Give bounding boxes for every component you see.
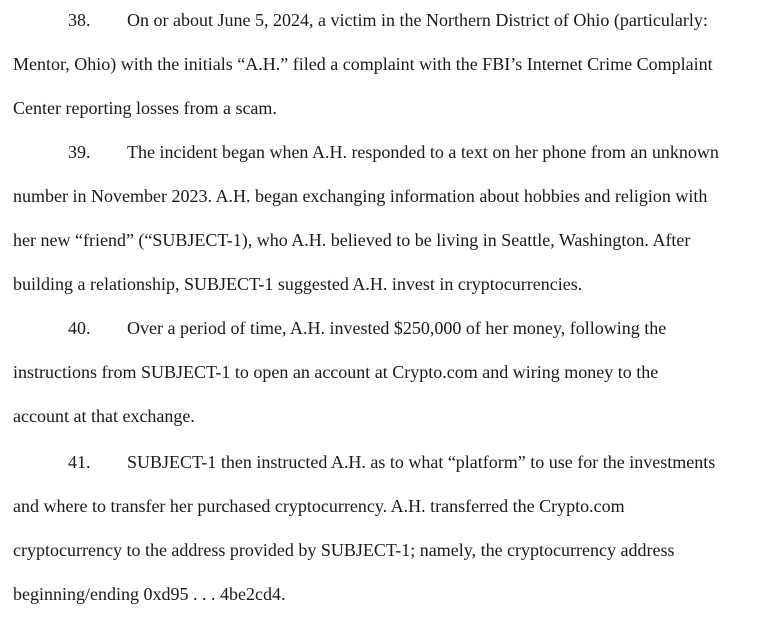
paragraph-number: 38.	[68, 10, 91, 30]
paragraph-number: 40.	[68, 318, 91, 338]
paragraph-line: SUBJECT-1 then instructed A.H. as to what “platform” to use for the investments	[127, 452, 716, 472]
paragraph-line: instructions from SUBJECT-1 to open an account at Crypto.com and wiring money to the	[13, 362, 659, 382]
paragraph-line: cryptocurrency to the address provided by SUBJECT-1; namely, the cryptocurrency address	[13, 540, 675, 560]
paragraph-number: 41.	[68, 452, 91, 472]
paragraph-line: Mentor, Ohio) with the initials “A.H.” filed a complaint with the FBI’s Internet Crime Complaint	[13, 54, 713, 74]
paragraph-line: On or about June 5, 2024, a victim in the Northern District of Ohio (particularly:	[127, 10, 708, 30]
paragraph-number: 39.	[68, 142, 91, 162]
paragraph-line: The incident began when A.H. responded to a text on her phone from an unknown	[127, 142, 719, 162]
paragraph-line: beginning/ending 0xd95 . . . 4be2cd4.	[13, 584, 286, 604]
paragraph-line: number in November 2023. A.H. began exchanging information about hobbies and religion with	[13, 186, 708, 206]
paragraph-line: and where to transfer her purchased cryptocurrency. A.H. transferred the Crypto.com	[13, 496, 625, 516]
paragraph-line: Over a period of time, A.H. invested $250,000 of her money, following the	[127, 318, 667, 338]
paragraph-line: account at that exchange.	[13, 406, 195, 426]
paragraph-line: Center reporting losses from a scam.	[13, 98, 277, 118]
paragraph-line: building a relationship, SUBJECT-1 suggested A.H. invest in cryptocurrencies.	[13, 274, 583, 294]
paragraph-line: her new “friend” (“SUBJECT-1), who A.H. believed to be living in Seattle, Washington. After	[13, 230, 691, 250]
